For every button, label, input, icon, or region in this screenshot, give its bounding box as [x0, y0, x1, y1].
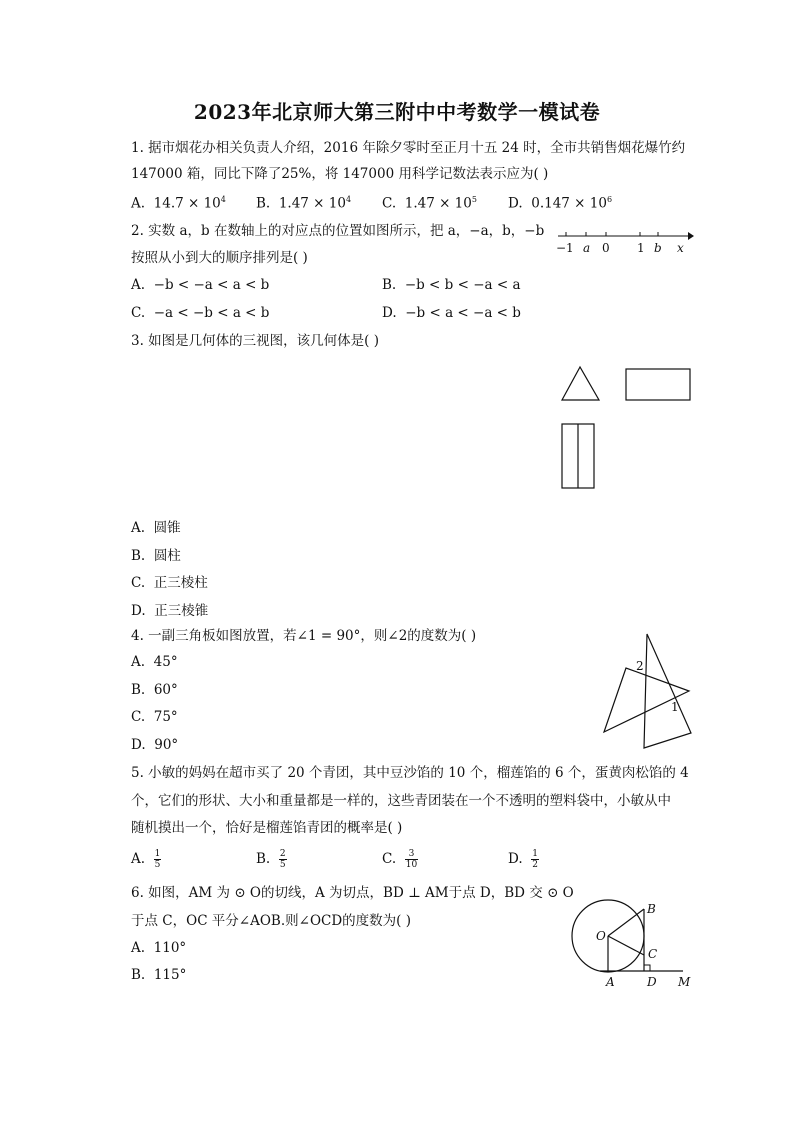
option-text: 115°: [153, 967, 187, 983]
axis-label-x: x: [677, 241, 684, 255]
q3-option-b[interactable]: [131, 544, 181, 564]
option-text: 90°: [154, 737, 179, 753]
q4-option-a[interactable]: [131, 654, 178, 670]
q3-option-d[interactable]: [131, 599, 208, 619]
triangle-tall: [644, 634, 691, 748]
option-label: D.: [508, 851, 523, 867]
q5-line-3: 随机摸出一个，恰好是榴莲馅青团的概率是( ): [131, 820, 403, 836]
option-label: B.: [131, 682, 146, 698]
side-view-rectangle: [626, 369, 690, 400]
q2-option-d[interactable]: [382, 305, 521, 321]
circle-tangent-figure: [566, 898, 696, 994]
option-label: C.: [131, 575, 146, 591]
exponent: 4: [345, 195, 352, 204]
point-label-a: A: [606, 975, 615, 989]
option-text: 正三棱柱: [153, 575, 208, 591]
exponent: 6: [606, 195, 613, 204]
point-label-d: D: [647, 975, 657, 989]
q6-line-1: 6. 如图，AM 为 ⊙ O的切线，A 为切点，BD ⊥ AM于点 D，BD 交 ⊙ O: [131, 885, 574, 901]
option-text: 正三棱锥: [154, 603, 209, 619]
q5-option-b[interactable]: [256, 849, 287, 870]
exponent: 5: [471, 195, 477, 204]
axis-label-one: 1: [637, 241, 645, 255]
option-text: 75°: [153, 709, 178, 725]
q6-option-b[interactable]: [131, 967, 186, 983]
option-text: 1.47 × 10: [278, 195, 346, 212]
q5-line-2: 个，它们的形状、大小和重量都是一样的，这些青团装在一个不透明的塑料袋中，小敏从中: [131, 793, 671, 809]
axis-label-zero: 0: [602, 241, 610, 255]
triangle-set-figure: [598, 630, 694, 752]
option-text: 圆锥: [153, 520, 181, 536]
q2-option-b[interactable]: [382, 277, 521, 293]
q1-option-c[interactable]: [382, 195, 477, 212]
option-label: B.: [256, 195, 271, 212]
point-label-o: O: [596, 929, 606, 943]
option-label: A.: [131, 520, 146, 536]
option-text: 0.147 × 10: [531, 195, 607, 212]
option-text: 1.47 × 10: [404, 195, 472, 212]
axis-label-b: b: [654, 241, 662, 255]
axis-label-minus-one: −1: [556, 241, 574, 255]
page-title: 2023年北京师大第三附中中考数学一模试卷: [193, 100, 601, 124]
option-label: C.: [382, 851, 397, 867]
option-label: A.: [131, 851, 146, 867]
option-text: −b < b < −a < a: [404, 277, 521, 293]
axis-label-a: a: [583, 241, 591, 255]
q4-option-d[interactable]: [131, 737, 178, 753]
segment-ob: [608, 909, 644, 936]
q5-line-1: 5. 小敏的妈妈在超市买了 20 个青团，其中豆沙馅的 10 个，榴莲馅的 6 个，蛋黄肉松馅的 4: [131, 765, 689, 781]
option-text: 60°: [153, 682, 178, 698]
segment-oc: [608, 936, 644, 955]
q6-line-2: 于点 C，OC 平分∠AOB.则∠OCD的度数为( ): [131, 913, 412, 929]
fraction: $\frac{1}{5}$: [154, 849, 161, 870]
option-label: A.: [131, 654, 146, 670]
option-label: A.: [131, 277, 146, 293]
number-line-figure: [556, 222, 696, 258]
q2-option-c[interactable]: [131, 305, 269, 321]
fraction: $\frac{1}{2}$: [532, 849, 538, 870]
q3-option-c[interactable]: [131, 571, 208, 591]
point-label-b: B: [647, 902, 656, 916]
option-text: 110°: [153, 940, 187, 956]
option-label: B.: [131, 548, 146, 564]
q4-line-1: 4. 一副三角板如图放置，若∠1 = 90°，则∠2的度数为( ): [131, 628, 477, 644]
option-text: −b < a < −a < b: [405, 305, 521, 321]
option-text: 14.7 × 10: [153, 195, 221, 212]
option-label: C.: [131, 305, 146, 321]
fraction: $\frac{2}{5}$: [279, 849, 286, 870]
q1-option-d[interactable]: [508, 195, 612, 212]
option-label: C.: [131, 709, 146, 725]
option-label: D.: [382, 305, 397, 321]
option-label: C.: [382, 195, 397, 212]
option-text: 45°: [153, 654, 178, 670]
q6-option-a[interactable]: [131, 940, 186, 956]
q1-line-2: 147000 箱，同比下降了25%，将 147000 用科学记数法表示应为( ): [131, 166, 549, 182]
q4-option-b[interactable]: [131, 682, 178, 698]
right-angle-mark: [644, 965, 650, 971]
option-label: B.: [382, 277, 397, 293]
option-label: D.: [131, 737, 146, 753]
point-label-c: C: [648, 947, 658, 961]
q3-line-1: 3. 如图是几何体的三视图，该几何体是( ): [131, 333, 379, 349]
option-label: B.: [256, 851, 271, 867]
option-text: −b < −a < a < b: [153, 277, 270, 293]
point-label-m: M: [678, 975, 691, 989]
q1-line-1: 1. 据市烟花办相关负责人介绍，2016 年除夕零时至正月十五 24 时，全市共销售烟花爆竹约: [131, 140, 686, 156]
q4-option-c[interactable]: [131, 709, 178, 725]
angle-label-1: 1: [671, 700, 679, 714]
front-view-triangle: [562, 367, 599, 400]
option-label: A.: [131, 195, 146, 212]
q2-line-1: 2. 实数 a，b 在数轴上的对应点的位置如图所示，把 a，−a，b，−b: [131, 223, 545, 239]
q5-option-a[interactable]: [131, 849, 161, 870]
option-text: 圆柱: [153, 548, 181, 564]
fraction: $\frac{3}{10}$: [405, 849, 418, 870]
three-view-figure: [556, 364, 696, 494]
option-label: A.: [131, 940, 146, 956]
option-label: D.: [131, 603, 146, 619]
option-label: B.: [131, 967, 146, 983]
exponent: 4: [220, 195, 226, 204]
q5-option-d[interactable]: [508, 849, 539, 870]
q2-line-2: 按照从小到大的顺序排列是( ): [131, 250, 308, 266]
angle-label-2: 2: [636, 659, 644, 673]
q5-option-c[interactable]: [382, 849, 418, 870]
q1-option-a[interactable]: [131, 195, 226, 212]
q1-option-b[interactable]: [256, 195, 351, 212]
number-line-arrow: [688, 232, 694, 240]
q3-option-a[interactable]: [131, 516, 181, 536]
q2-option-a[interactable]: [131, 277, 269, 293]
option-text: −a < −b < a < b: [153, 305, 270, 321]
option-label: D.: [508, 195, 523, 212]
